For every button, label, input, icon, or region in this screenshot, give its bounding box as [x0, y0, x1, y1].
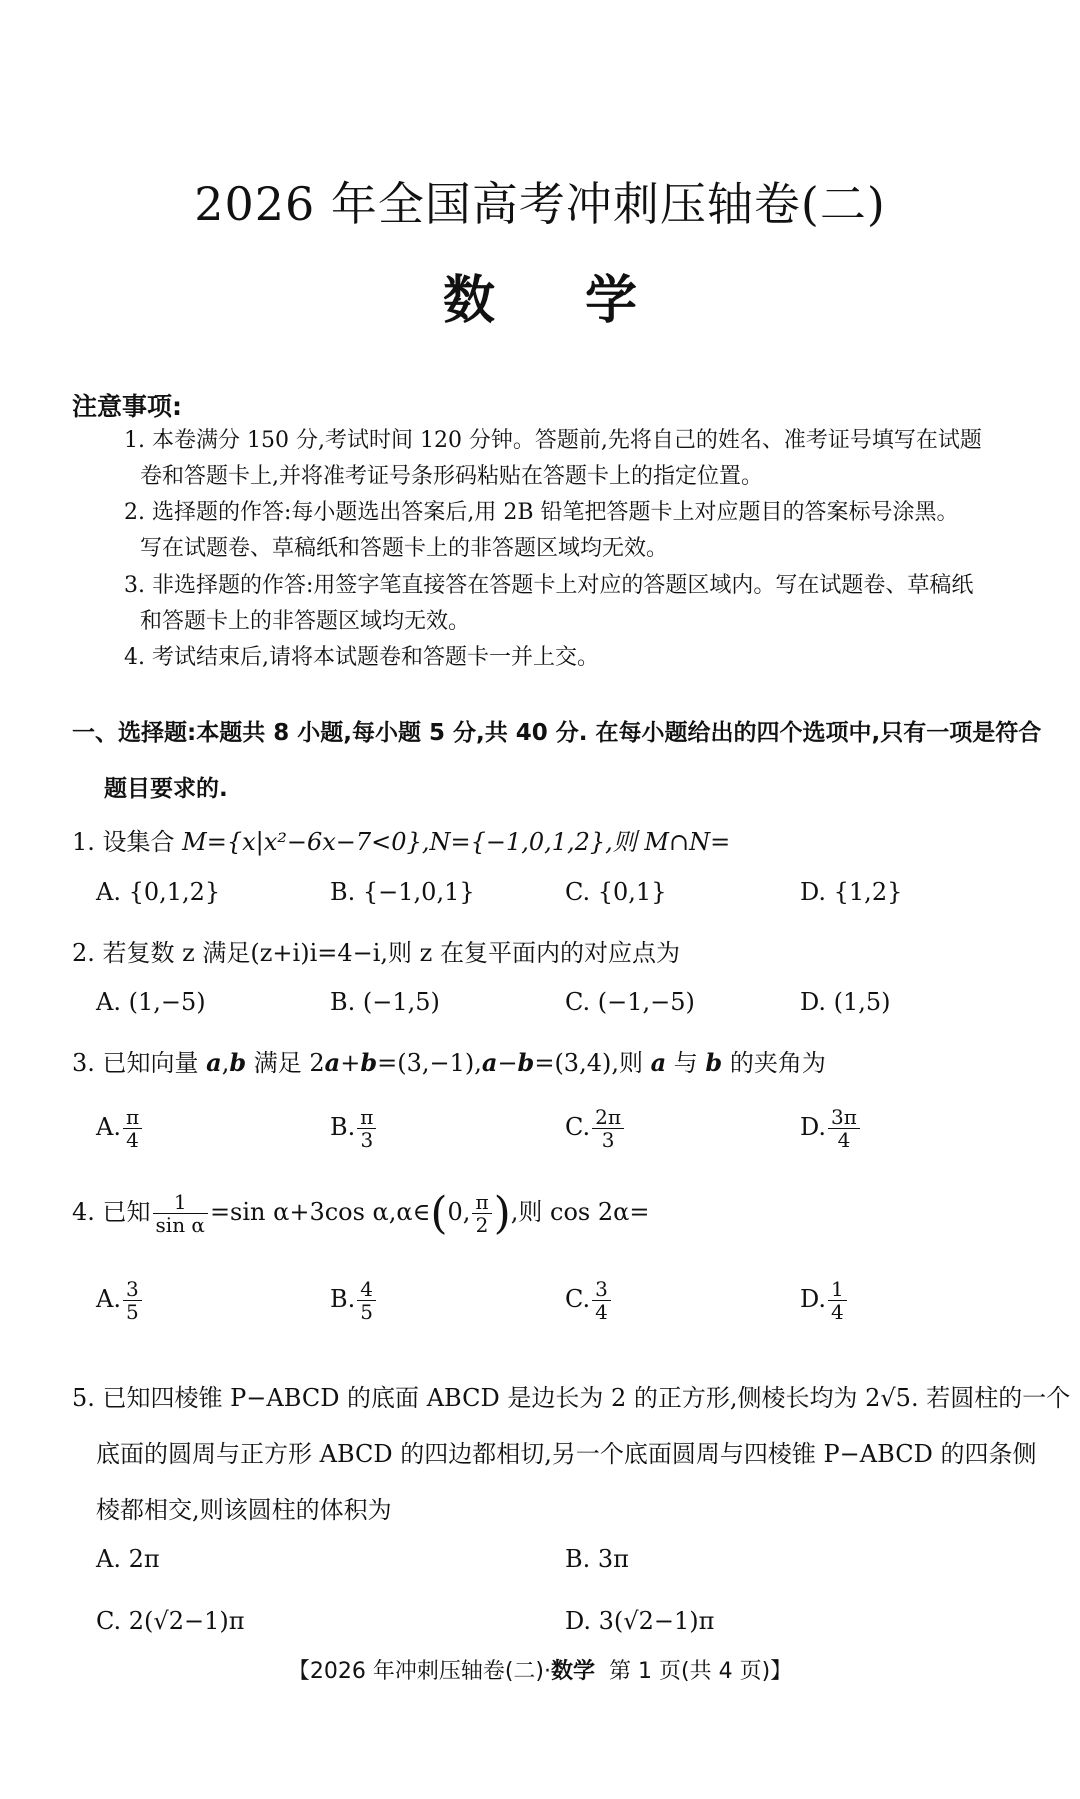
q3-text: =(3,−1),: [377, 1049, 482, 1077]
question-1: [72, 822, 730, 857]
option-label: C.: [565, 1113, 591, 1141]
section-heading: 一、选择题:本题共 8 小题,每小题 5 分,共 40 分. 在每小题给出的四个选项中,只有一项是符合: [72, 720, 1042, 746]
denominator: 4: [595, 1300, 608, 1324]
vector-b: b: [360, 1048, 378, 1077]
exam-title: 2026 年全国高考冲刺压轴卷(二): [194, 177, 886, 231]
q3-text: 3. 已知向量: [72, 1049, 207, 1077]
denominator: 3: [360, 1128, 374, 1152]
notice-item-3: 3. 非选择题的作答:用签字笔直接答在答题卡上对应的答题区域内。写在试题卷、草稿纸: [124, 573, 974, 598]
notice-item-3-cont: 和答题卡上的非答题区域均无效。: [140, 609, 471, 634]
numerator: 1: [828, 1278, 847, 1301]
q4-text: =sin α+3cos α,α∈: [209, 1198, 431, 1226]
vector-b: b: [705, 1048, 723, 1077]
q2-option-b: B. (−1,5): [330, 988, 440, 1016]
q5-option-b: B. 3π: [565, 1545, 629, 1573]
q3-text: ,: [221, 1049, 230, 1077]
q1-option-a: A. {0,1,2}: [96, 878, 221, 906]
fraction: [828, 1106, 860, 1151]
question-3: [72, 1043, 826, 1078]
question-1-prefix: 1. 设集合: [72, 828, 183, 856]
option-label: C.: [565, 1285, 591, 1313]
q2-option-d: D. (1,5): [800, 988, 891, 1016]
q1-option-c: C. {0,1}: [565, 878, 667, 906]
section-heading-cont: 题目要求的.: [104, 776, 228, 802]
q4-text: ,则 cos 2α=: [510, 1198, 650, 1226]
fraction: [592, 1278, 611, 1323]
fraction: [472, 1191, 491, 1236]
numerator: 3: [592, 1278, 611, 1301]
question-5: 5. 已知四棱锥 P−ABCD 的底面 ABCD 是边长为 2 的正方形,侧棱长均为 2√5. 若圆柱的一个: [72, 1384, 1071, 1412]
numerator: 1: [153, 1191, 208, 1214]
denominator: 2: [475, 1213, 489, 1237]
numerator: 3: [123, 1278, 142, 1301]
q3-option-c: [565, 1106, 626, 1151]
denominator: 5: [125, 1300, 139, 1324]
q3-option-b: [330, 1106, 378, 1151]
q3-text: 满足 2: [246, 1049, 325, 1077]
numerator: π: [472, 1191, 491, 1214]
numerator: 2π: [592, 1106, 624, 1129]
denominator: 3: [601, 1128, 615, 1152]
q3-text: =(3,4),则: [534, 1049, 651, 1077]
q4-option-b: [330, 1278, 378, 1323]
numerator: π: [357, 1106, 376, 1129]
fraction: [828, 1278, 847, 1323]
vector-a: a: [206, 1048, 222, 1077]
vector-b: b: [517, 1048, 535, 1077]
fraction: [357, 1278, 376, 1323]
option-label: A.: [96, 1113, 121, 1141]
option-label: B.: [330, 1113, 356, 1141]
question-2: 2. 若复数 z 满足(z+i)i=4−i,则 z 在复平面内的对应点为: [72, 939, 680, 967]
fraction: [357, 1106, 376, 1151]
option-label: B.: [330, 1285, 356, 1313]
fraction: [592, 1106, 624, 1151]
q2-option-c: C. (−1,−5): [565, 988, 695, 1016]
denominator: 4: [837, 1128, 851, 1152]
notice-item-1: 1. 本卷满分 150 分,考试时间 120 分钟。答题前,先将自己的姓名、准考证号填写在试题: [124, 428, 982, 453]
footer-subject: 数学: [551, 1659, 596, 1684]
question-5-cont: 棱都相交,则该圆柱的体积为: [96, 1496, 392, 1524]
vector-a: a: [324, 1048, 341, 1077]
q3-text: −: [497, 1049, 518, 1077]
q3-text: 的夹角为: [722, 1049, 826, 1077]
interval-start: 0,: [447, 1198, 471, 1226]
question-4: [72, 1188, 649, 1239]
numerator: 4: [357, 1278, 376, 1301]
q3-option-d: [800, 1106, 862, 1151]
q5-option-d: D. 3(√2−1)π: [565, 1607, 715, 1635]
notice-item-2-cont: 写在试题卷、草稿纸和答题卡上的非答题区域均无效。: [140, 536, 669, 561]
right-paren: ): [493, 1188, 511, 1239]
vector-a: a: [650, 1048, 667, 1077]
page-footer: [0, 1654, 1080, 1685]
denominator: sin α: [155, 1213, 205, 1237]
option-label: D.: [800, 1285, 827, 1313]
q1-option-b: B. {−1,0,1}: [330, 878, 475, 906]
option-label: A.: [96, 1285, 121, 1313]
denominator: 5: [360, 1300, 373, 1324]
q3-text: 与: [666, 1049, 706, 1077]
numerator: π: [123, 1106, 142, 1129]
q3-text: +: [340, 1049, 361, 1077]
q2-option-a: A. (1,−5): [96, 988, 206, 1016]
question-5-cont: 底面的圆周与正方形 ABCD 的四边都相切,另一个底面圆周与四棱锥 P−ABCD 的四条侧: [96, 1440, 1037, 1468]
notice-heading: 注意事项:: [72, 392, 182, 421]
fraction: [123, 1106, 142, 1151]
q4-option-d: [800, 1278, 849, 1323]
notice-item-2: 2. 选择题的作答:每小题选出答案后,用 2B 铅笔把答题卡上对应题目的答案标号涂黑。: [124, 500, 959, 525]
notice-item-4: 4. 考试结束后,请将本试题卷和答题卡一并上交。: [124, 645, 599, 670]
subject-title: 数学: [442, 270, 727, 331]
question-1-body: M={x|x²−6x−7<0},N={−1,0,1,2},则 M∩N=: [182, 828, 731, 856]
numerator: 3π: [828, 1106, 860, 1129]
vector-b: b: [229, 1048, 247, 1077]
vector-a: a: [481, 1048, 498, 1077]
denominator: 4: [126, 1128, 139, 1152]
notice-item-1-cont: 卷和答题卡上,并将准考证号条形码粘贴在答题卡上的指定位置。: [140, 464, 763, 489]
q4-option-a: [96, 1278, 144, 1323]
fraction: [153, 1191, 208, 1236]
left-paren: (: [430, 1188, 448, 1239]
fraction: [123, 1278, 142, 1323]
q4-option-c: [565, 1278, 613, 1323]
footer-page-number: 第 1 页(共 4 页)】: [609, 1659, 793, 1684]
q3-option-a: [96, 1106, 144, 1151]
q5-option-a: A. 2π: [96, 1545, 160, 1573]
option-label: D.: [800, 1113, 827, 1141]
denominator: 4: [831, 1300, 844, 1324]
q1-option-d: D. {1,2}: [800, 878, 903, 906]
footer-exam-name: 【2026 年冲刺压轴卷(二)·: [287, 1659, 551, 1684]
q5-option-c: C. 2(√2−1)π: [96, 1607, 245, 1635]
q4-text: 4. 已知: [72, 1198, 151, 1226]
